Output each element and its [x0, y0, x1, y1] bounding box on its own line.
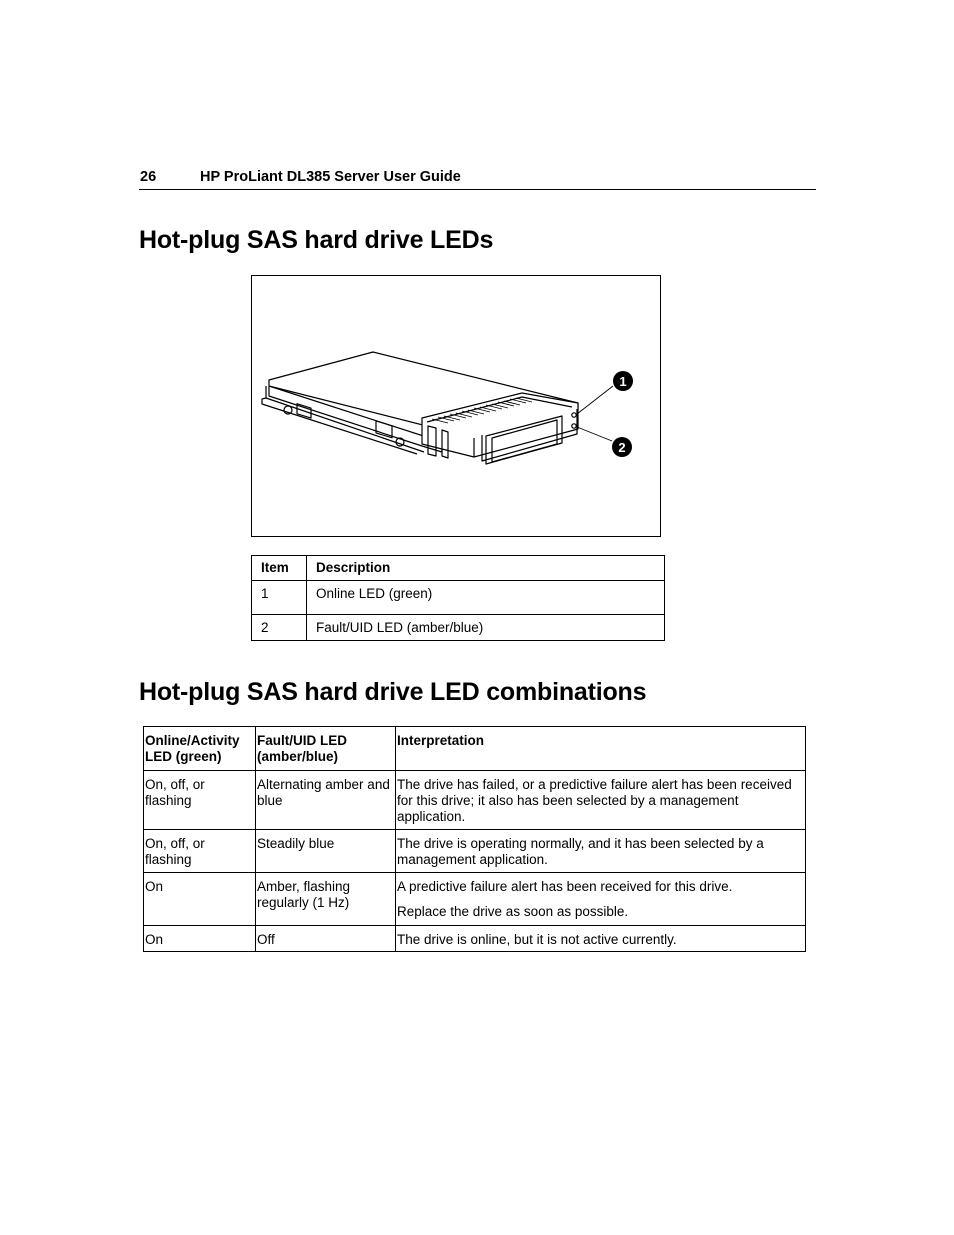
- table-row: [144, 830, 806, 873]
- led-item-table: [251, 555, 665, 641]
- fault-cell: Amber, flashing regularly (1 Hz): [256, 873, 396, 926]
- interpretation-cell: The drive has failed, or a predictive failure alert has been received for this drive; it also has been selected by a management application.: [396, 771, 806, 830]
- led-combinations-table: [143, 726, 806, 952]
- column-header-fault-uid: Fault/UID LED (amber/blue): [256, 727, 396, 771]
- interpretation-text: A predictive failure alert has been received for this drive.: [397, 879, 733, 894]
- page-header: [139, 168, 816, 190]
- drive-figure: [251, 275, 661, 537]
- interpretation-cell: The drive is online, but it is not active currently.: [396, 926, 806, 952]
- online-cell: On, off, or flashing: [144, 830, 256, 873]
- description-cell: Online LED (green): [307, 581, 665, 615]
- section-title-leds: Hot-plug SAS hard drive LEDs: [139, 226, 494, 254]
- callout-1: [613, 371, 633, 391]
- page-number: 26: [140, 169, 157, 185]
- table-row: [252, 615, 665, 641]
- interpretation-note: Replace the drive as soon as possible.: [397, 904, 629, 919]
- column-header-online-activity: Online/Activity LED (green): [144, 727, 256, 771]
- item-cell: 1: [252, 581, 307, 615]
- hard-drive-illustration: [252, 276, 662, 538]
- fault-cell: Alternating amber and blue: [256, 771, 396, 830]
- description-cell: Fault/UID LED (amber/blue): [307, 615, 665, 641]
- svg-text:2: 2: [618, 440, 626, 455]
- section-title-combinations: Hot-plug SAS hard drive LED combinations: [139, 678, 647, 706]
- online-cell: On, off, or flashing: [144, 771, 256, 830]
- callout-2: [612, 437, 632, 457]
- table-row: [144, 926, 806, 952]
- table-row: [252, 581, 665, 615]
- fault-cell: Off: [256, 926, 396, 952]
- column-header-description: Description: [307, 556, 665, 581]
- interpretation-cell: [396, 873, 806, 926]
- guide-title: HP ProLiant DL385 Server User Guide: [200, 169, 461, 185]
- table-row: [144, 771, 806, 830]
- table-row: [144, 873, 806, 926]
- fault-cell: Steadily blue: [256, 830, 396, 873]
- online-cell: On: [144, 873, 256, 926]
- item-cell: 2: [252, 615, 307, 641]
- online-cell: On: [144, 926, 256, 952]
- table-header-row: [252, 556, 665, 581]
- column-header-interpretation: Interpretation: [396, 727, 806, 771]
- column-header-item: Item: [252, 556, 307, 581]
- interpretation-cell: The drive is operating normally, and it has been selected by a management application.: [396, 830, 806, 873]
- table-header-row: [144, 727, 806, 771]
- svg-text:1: 1: [619, 374, 627, 389]
